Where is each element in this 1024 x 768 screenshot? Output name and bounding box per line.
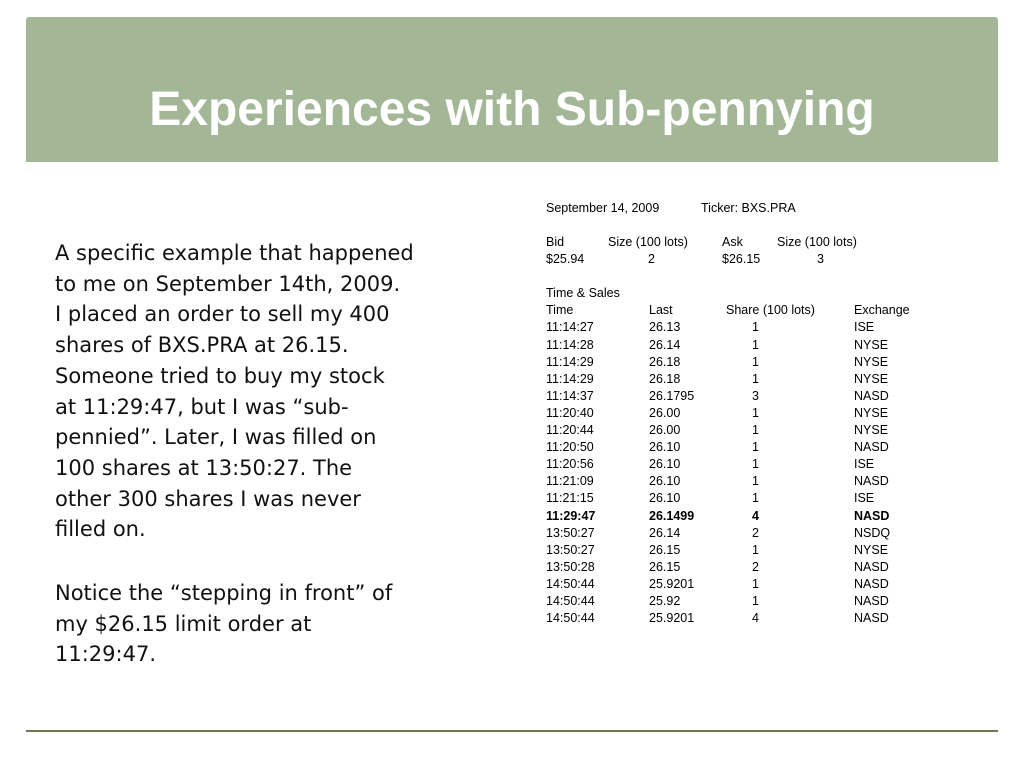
trade-shares: 1 — [752, 371, 759, 386]
trade-shares: 1 — [752, 320, 759, 335]
trade-exchange: NYSE — [854, 542, 889, 557]
trade-price: 26.10 — [649, 457, 681, 472]
trade-exchange: NASD — [854, 440, 889, 455]
trade-time: 11:14:37 — [546, 388, 594, 403]
trade-shares: 1 — [752, 542, 759, 557]
trade-time: 14:50:44 — [546, 611, 595, 626]
trade-row — [546, 473, 966, 490]
trade-time: 11:29:47 — [546, 508, 596, 523]
trade-row — [546, 337, 966, 354]
quote-column-headers — [546, 234, 966, 251]
trade-shares: 1 — [752, 457, 759, 472]
quote-values — [546, 251, 966, 268]
quote-header-row — [546, 200, 966, 217]
trade-exchange: NYSE — [854, 371, 889, 386]
ask-header: Ask — [722, 235, 743, 250]
trade-exchange: NYSE — [854, 405, 889, 420]
trade-shares: 1 — [752, 405, 759, 420]
trade-row — [546, 542, 966, 559]
trade-row — [546, 508, 966, 525]
trade-row — [546, 456, 966, 473]
ask-value: $26.15 — [722, 252, 761, 267]
trade-time: 11:14:29 — [546, 371, 594, 386]
trade-time: 13:50:28 — [546, 559, 595, 574]
trade-time: 13:50:27 — [546, 542, 595, 557]
trade-exchange: NASD — [854, 508, 890, 523]
trade-price: 26.10 — [649, 491, 681, 506]
trade-exchange: ISE — [854, 320, 875, 335]
bid-header: Bid — [546, 235, 565, 250]
trade-row — [546, 525, 966, 542]
trade-price: 26.10 — [649, 474, 681, 489]
trade-exchange: NASD — [854, 474, 889, 489]
spacer — [546, 217, 966, 234]
trade-price: 26.10 — [649, 440, 681, 455]
trade-shares: 3 — [752, 388, 759, 403]
trade-shares: 1 — [752, 491, 759, 506]
trade-exchange: NSDQ — [854, 525, 891, 540]
trade-shares: 1 — [752, 440, 759, 455]
trade-price: 26.00 — [649, 423, 681, 438]
trade-price: 26.18 — [649, 354, 681, 369]
ask-size-header: Size (100 lots) — [777, 235, 857, 250]
trade-row — [546, 610, 966, 627]
trade-price: 25.92 — [649, 593, 681, 608]
trade-time: 11:14:27 — [546, 320, 594, 335]
trade-shares: 1 — [752, 593, 759, 608]
trade-shares: 2 — [752, 559, 759, 574]
trade-shares: 1 — [752, 354, 759, 369]
trade-time: 14:50:44 — [546, 576, 595, 591]
trade-exchange: NASD — [854, 593, 889, 608]
trade-shares: 4 — [752, 508, 759, 523]
trade-exchange: ISE — [854, 457, 875, 472]
trade-time: 11:14:28 — [546, 337, 594, 352]
bid-value: $25.94 — [546, 252, 585, 267]
trade-price: 26.1795 — [649, 388, 695, 403]
spacer — [546, 268, 966, 285]
trade-row — [546, 319, 966, 336]
trade-row — [546, 439, 966, 456]
exchange-header: Exchange — [854, 303, 910, 318]
trade-row — [546, 354, 966, 371]
trade-row — [546, 576, 966, 593]
time-sales-rows — [546, 319, 966, 627]
trade-exchange: ISE — [854, 491, 875, 506]
trade-time: 11:21:09 — [546, 474, 594, 489]
trade-shares: 1 — [752, 423, 759, 438]
last-header: Last — [649, 303, 673, 318]
trade-row — [546, 371, 966, 388]
trade-row — [546, 490, 966, 507]
ask-size-value: 3 — [817, 252, 824, 267]
trade-price: 26.15 — [649, 559, 681, 574]
trade-row — [546, 388, 966, 405]
trade-exchange: NASD — [854, 576, 889, 591]
trade-shares: 1 — [752, 474, 759, 489]
trade-price: 26.18 — [649, 371, 681, 386]
body-paragraph-2: Notice the “stepping in front” of my $26.15 limit order at 11:29:47. — [55, 581, 393, 667]
trade-time: 13:50:27 — [546, 525, 595, 540]
slide-title: Experiences with Sub-pennying — [149, 83, 875, 136]
trade-price: 26.15 — [649, 542, 681, 557]
trade-row — [546, 405, 966, 422]
bid-size-header: Size (100 lots) — [608, 235, 688, 250]
trade-time: 11:20:56 — [546, 457, 594, 472]
body-paragraph-1: A specific example that happened to me on September 14th, 2009. I placed an order to sell my 400 shares of BXS.PRA at 26.15. Someone tried to buy my stock at 11:29:47, but I was “sub- pennied”. Later, I was filled on 100 shares at 13:50:27. The other 300 shares I was never filled on. — [55, 241, 414, 542]
trade-time: 14:50:44 — [546, 593, 595, 608]
trade-price: 26.14 — [649, 525, 681, 540]
quote-date: September 14, 2009 — [546, 201, 660, 215]
body-text — [55, 238, 500, 670]
bid-size-value: 2 — [648, 252, 655, 267]
trade-exchange: NYSE — [854, 354, 889, 369]
quote-ticker: Ticker: BXS.PRA — [701, 201, 796, 215]
trade-shares: 4 — [752, 611, 759, 626]
trade-row — [546, 593, 966, 610]
trade-price: 26.1499 — [649, 508, 695, 523]
trade-time: 11:14:29 — [546, 354, 594, 369]
time-sales-title — [546, 285, 966, 302]
market-data-panel — [546, 200, 966, 627]
trade-price: 25.9201 — [649, 576, 695, 591]
trade-shares: 1 — [752, 337, 759, 352]
shares-header: Share (100 lots) — [726, 303, 815, 318]
trade-price: 26.13 — [649, 320, 681, 335]
trade-exchange: NYSE — [854, 337, 889, 352]
time-header: Time — [546, 303, 574, 318]
trade-time: 11:20:44 — [546, 423, 594, 438]
title-bar — [26, 17, 998, 162]
trade-shares: 2 — [752, 525, 759, 540]
trade-time: 11:21:15 — [546, 491, 594, 506]
trade-row — [546, 559, 966, 576]
time-sales-label: Time & Sales — [546, 286, 620, 301]
bottom-divider — [26, 730, 998, 732]
trade-time: 11:20:50 — [546, 440, 594, 455]
trade-shares: 1 — [752, 576, 759, 591]
trade-price: 25.9201 — [649, 611, 695, 626]
trade-time: 11:20:40 — [546, 405, 594, 420]
trade-exchange: NASD — [854, 611, 889, 626]
trade-exchange: NASD — [854, 388, 889, 403]
time-sales-column-headers — [546, 302, 966, 319]
trade-price: 26.00 — [649, 405, 681, 420]
trade-exchange: NASD — [854, 559, 889, 574]
trade-exchange: NYSE — [854, 423, 889, 438]
trade-price: 26.14 — [649, 337, 681, 352]
trade-row — [546, 422, 966, 439]
